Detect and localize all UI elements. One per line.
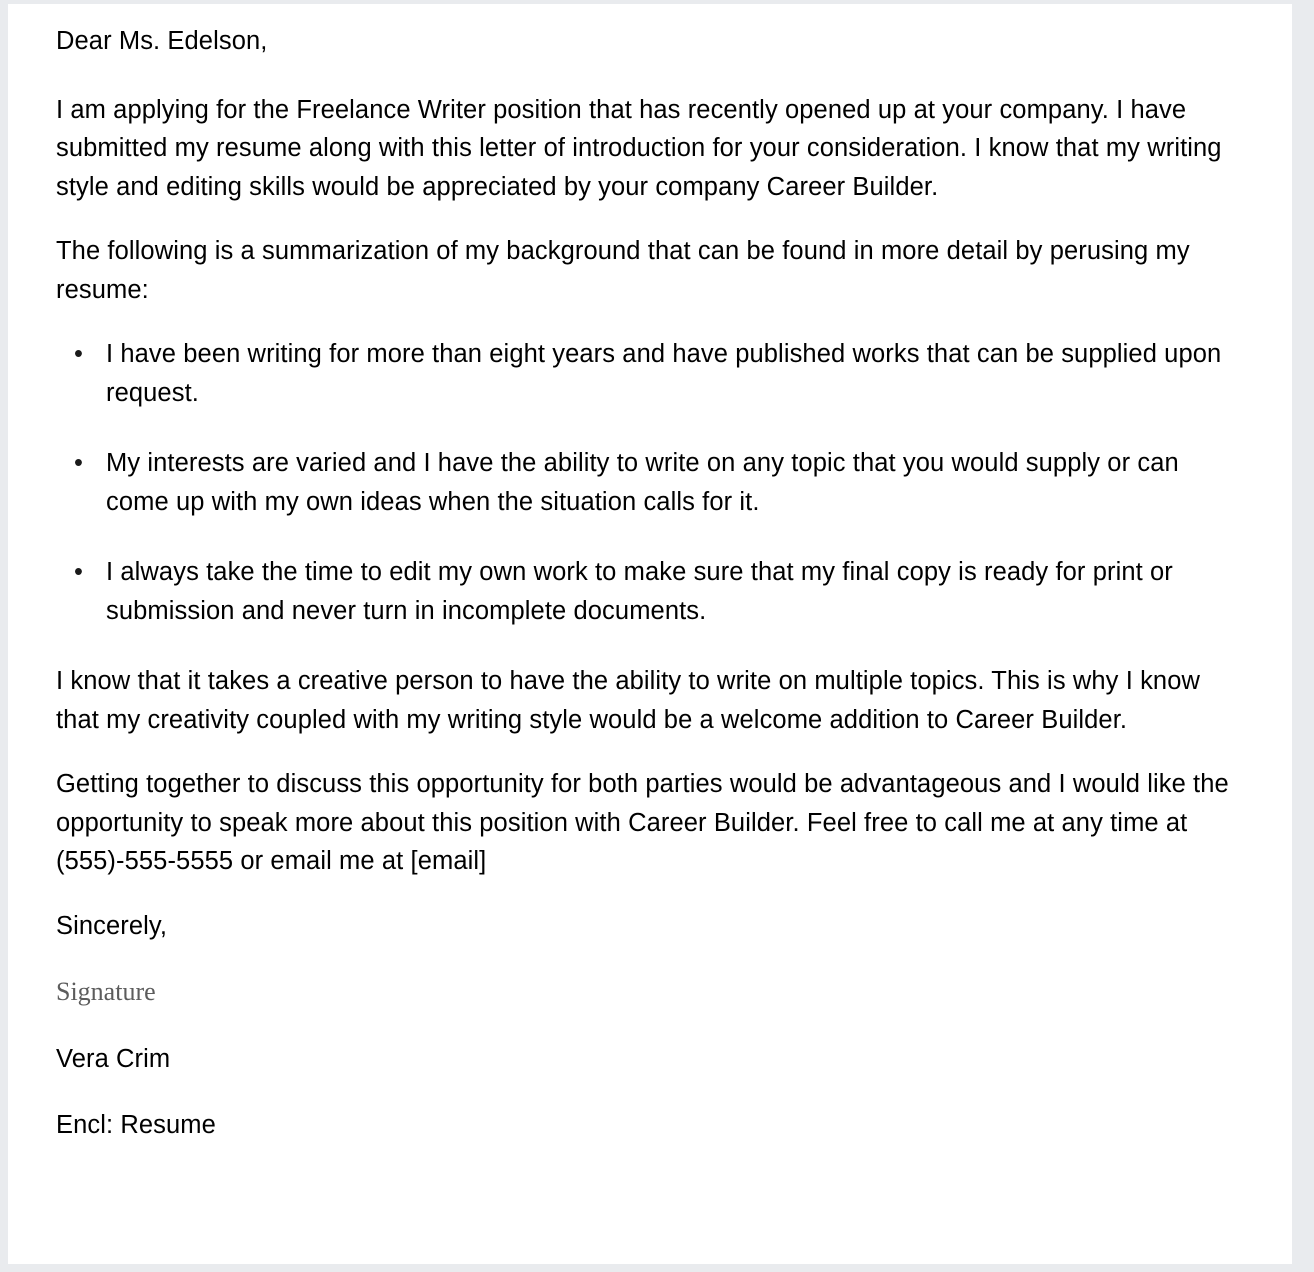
bullet-dot-icon: • xyxy=(74,449,84,477)
letter-body xyxy=(8,4,1292,1145)
enclosure-note: Encl: Resume xyxy=(56,1111,216,1139)
list-item-text: My interests are varied and I have the ability to write on any topic that you would supply or can come up with my own ideas when the situation calls for it. xyxy=(106,449,1179,516)
paragraph-closing-request: Getting together to discuss this opportunity for both parties would be advantageous and I would like the opportunity to speak more about this position with Career Builder. Feel free to call me at any time at (555)-555-5555 or email me at [email] xyxy=(56,770,1229,875)
paragraph-creative: I know that it takes a creative person to have the ability to write on multiple topics. This is why I know that my creativity coupled with my writing style would be a welcome addition to Career Builder. xyxy=(56,667,1200,734)
bullet-dot-icon: • xyxy=(74,340,84,368)
list-item-text: I always take the time to edit my own work to make sure that my final copy is ready for print or submission and never turn in incomplete documents. xyxy=(106,558,1173,625)
signature-placeholder: Signature xyxy=(56,977,156,1006)
signer-name: Vera Crim xyxy=(56,1044,171,1073)
list-item-text: I have been writing for more than eight years and have published works that can be supplied upon request. xyxy=(106,340,1222,407)
letter-page xyxy=(8,4,1292,1264)
paragraph-intro: I am applying for the Freelance Writer position that has recently opened up at your company. I have submitted my resume along with this letter of introduction for your consideration. I know that my writing style and editing skills would be appreciated by your company Career Builder. xyxy=(56,95,1222,201)
paragraph-lead-in: The following is a summarization of my background that can be found in more detail by perusing my resume: xyxy=(56,237,1190,304)
bullet-dot-icon: • xyxy=(74,558,84,586)
qualifications-list xyxy=(56,335,1248,630)
list-item xyxy=(56,444,1248,521)
list-item xyxy=(56,553,1248,630)
closing-salutation: Sincerely, xyxy=(56,911,168,940)
salutation: Dear Ms. Edelson, xyxy=(56,27,268,55)
list-item xyxy=(56,335,1248,412)
